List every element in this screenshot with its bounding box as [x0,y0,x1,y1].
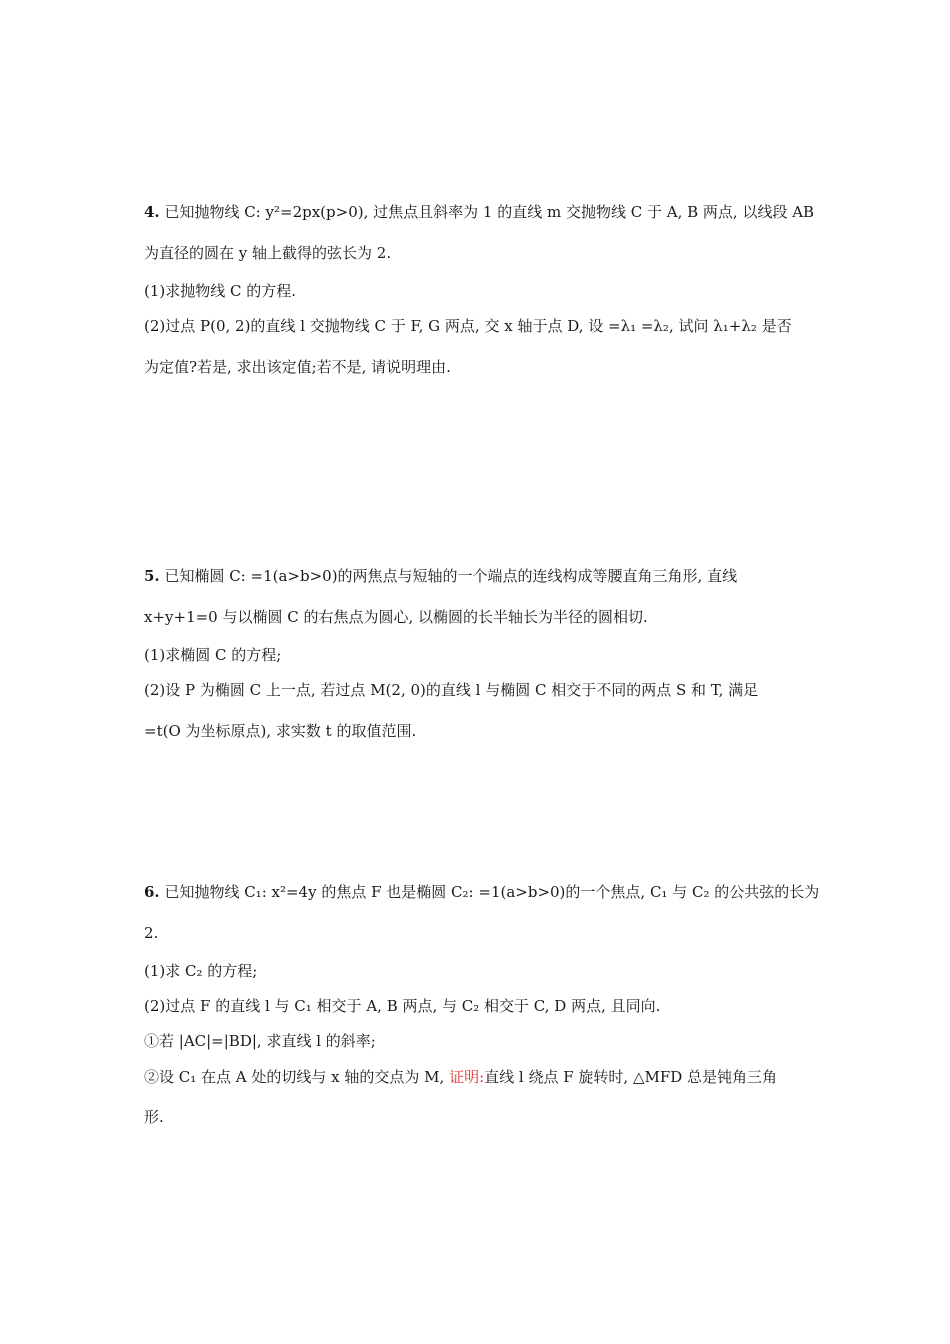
problem-6-subpart-1: ①若 |AC|=|BD|, 求直线 l 的斜率; [144,1032,376,1050]
problem-5-line-1 [144,566,737,586]
problem-5-part-2: (2)设 P 为椭圆 C 上一点, 若过点 M(2, 0)的直线 l 与椭圆 C 相交于不同的两点 S 和 T, 满足 [144,681,759,699]
problem-4-part-2: (2)过点 P(0, 2)的直线 l 交抛物线 C 于 F, G 两点, 交 x 轴于点 D, 设 =λ₁ =λ₂, 试问 λ₁+λ₂ 是否 [144,317,792,335]
problem-4-line-1 [144,202,814,222]
problem-6-line-7: 形. [144,1108,164,1126]
problem-5-part-1: (1)求椭圆 C 的方程; [144,646,282,664]
problem-text: 已知抛物线 C₁: x²=4y 的焦点 F 也是椭圆 C₂: =1(a>b>0)的一个焦点, C₁ 与 C₂ 的公共弦的长为 [159,883,820,901]
problem-4-part-1: (1)求抛物线 C 的方程. [144,282,297,300]
problem-6-line-1 [144,882,819,902]
problem-5-line-2: x+y+1=0 与以椭圆 C 的右焦点为圆心, 以椭圆的长半轴长为半径的圆相切. [144,608,648,626]
problem-4-line-2: 为直径的圆在 y 轴上截得的弦长为 2. [144,244,392,262]
problem-6-part-1: (1)求 C₂ 的方程; [144,962,258,980]
problem-4-line-5: 为定值?若是, 求出该定值;若不是, 请说明理由. [144,358,451,376]
problem-number: 6. [144,883,160,901]
problem-number: 4. [144,203,160,221]
problem-text: 已知椭圆 C: =1(a>b>0)的两焦点与短轴的一个端点的连线构成等腰直角三角形, 直线 [159,567,738,585]
subpart-text-pre: ②设 C₁ 在点 A 处的切线与 x 轴的交点为 M, [144,1068,450,1086]
problem-number: 5. [144,567,160,585]
problem-5-line-5: =t(O 为坐标原点), 求实数 t 的取值范围. [144,722,417,740]
proof-label: 证明: [449,1068,485,1086]
problem-6-line-2: 2. [144,924,159,942]
problem-6-part-2: (2)过点 F 的直线 l 与 C₁ 相交于 A, B 两点, 与 C₂ 相交于 C, D 两点, 且同向. [144,997,661,1015]
problem-6-subpart-2 [144,1067,777,1087]
subpart-text-post: 直线 l 绕点 F 旋转时, △MFD 总是钝角三角 [484,1068,778,1086]
problem-text: 已知抛物线 C: y²=2px(p>0), 过焦点且斜率为 1 的直线 m 交抛物线 C 于 A, B 两点, 以线段 AB [159,203,815,221]
